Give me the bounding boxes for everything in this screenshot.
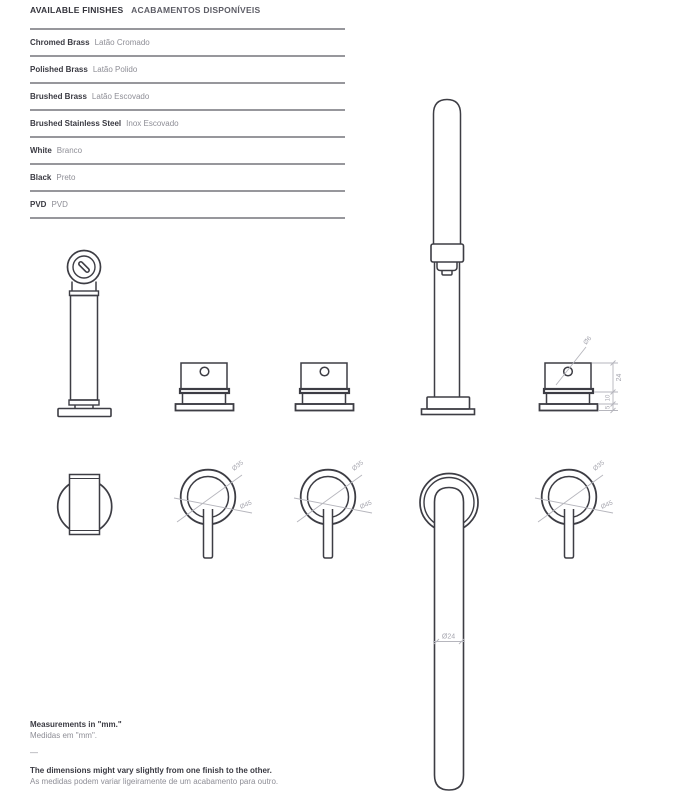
handle-top-view — [535, 459, 614, 558]
finish-name-en: Black — [30, 173, 52, 182]
finish-name-pt: PVD — [51, 200, 68, 209]
dim-label-outer-diameter: Ø45 — [238, 499, 254, 511]
finish-name-pt: Latão Polido — [92, 65, 138, 74]
finish-name-pt: Preto — [56, 173, 76, 182]
dim-label-base: 5 — [605, 405, 612, 410]
faucet-side-view — [422, 100, 475, 415]
measurements-note-en: Measurements in "mm." — [30, 720, 122, 729]
handle-side-view — [176, 363, 234, 411]
handle-lever — [565, 509, 574, 558]
dim-label-inner-diameter: Ø35 — [591, 459, 606, 473]
finish-name-pt: Inox Escovado — [126, 119, 179, 128]
spray-top-view — [58, 475, 112, 535]
dim-label-outer-diameter: Ø45 — [599, 499, 615, 511]
screw-slot — [78, 261, 90, 273]
measurements-note-pt: Medidas em "mm". — [30, 731, 98, 740]
dim-label-spout-diameter: Ø24 — [441, 633, 456, 641]
handle-side-view — [296, 363, 354, 411]
spout-top-view — [420, 474, 478, 791]
handle-side-view-dimensioned — [540, 363, 598, 411]
finish-name-pt: Latão Escovado — [91, 92, 150, 101]
spout-lip — [437, 262, 457, 271]
finish-name-en: White — [30, 146, 52, 155]
finish-name-en: Brushed Stainless Steel — [30, 119, 122, 128]
finish-name-en: Polished Brass — [30, 65, 88, 74]
handle-lever — [204, 509, 213, 558]
dim-label-height: 24 — [616, 373, 623, 382]
spray-side-view — [58, 251, 111, 417]
dimensions-note-en: The dimensions might vary slightly from one finish to the other. — [30, 766, 272, 775]
handle-lever — [324, 509, 333, 558]
finish-name-en: PVD — [30, 200, 47, 209]
handle-top-view — [294, 459, 373, 558]
dim-label-outer-diameter: Ø45 — [358, 499, 374, 511]
dimensions-note-pt: As medidas podem variar ligeiramente de um acabamento para outro. — [30, 777, 279, 786]
finish-name-en: Brushed Brass — [30, 92, 87, 101]
title-pt: ACABAMENTOS DISPONÍVEIS — [131, 5, 261, 15]
dim-label-skirt: 10 — [605, 394, 612, 402]
dim-label-inner-diameter: Ø35 — [350, 459, 365, 473]
dim-label-inner-diameter: Ø35 — [230, 459, 245, 473]
dim-label-spot-diameter: Ø6 — [582, 335, 594, 347]
finish-name-pt: Latão Cromado — [94, 38, 150, 47]
title-en: AVAILABLE FINISHES — [30, 5, 124, 15]
handle-top-view — [174, 459, 253, 558]
finish-name-pt: Branco — [56, 146, 83, 155]
footer-notes — [30, 719, 370, 787]
divider-dash: — — [30, 748, 38, 757]
finish-name-en: Chromed Brass — [30, 38, 90, 47]
